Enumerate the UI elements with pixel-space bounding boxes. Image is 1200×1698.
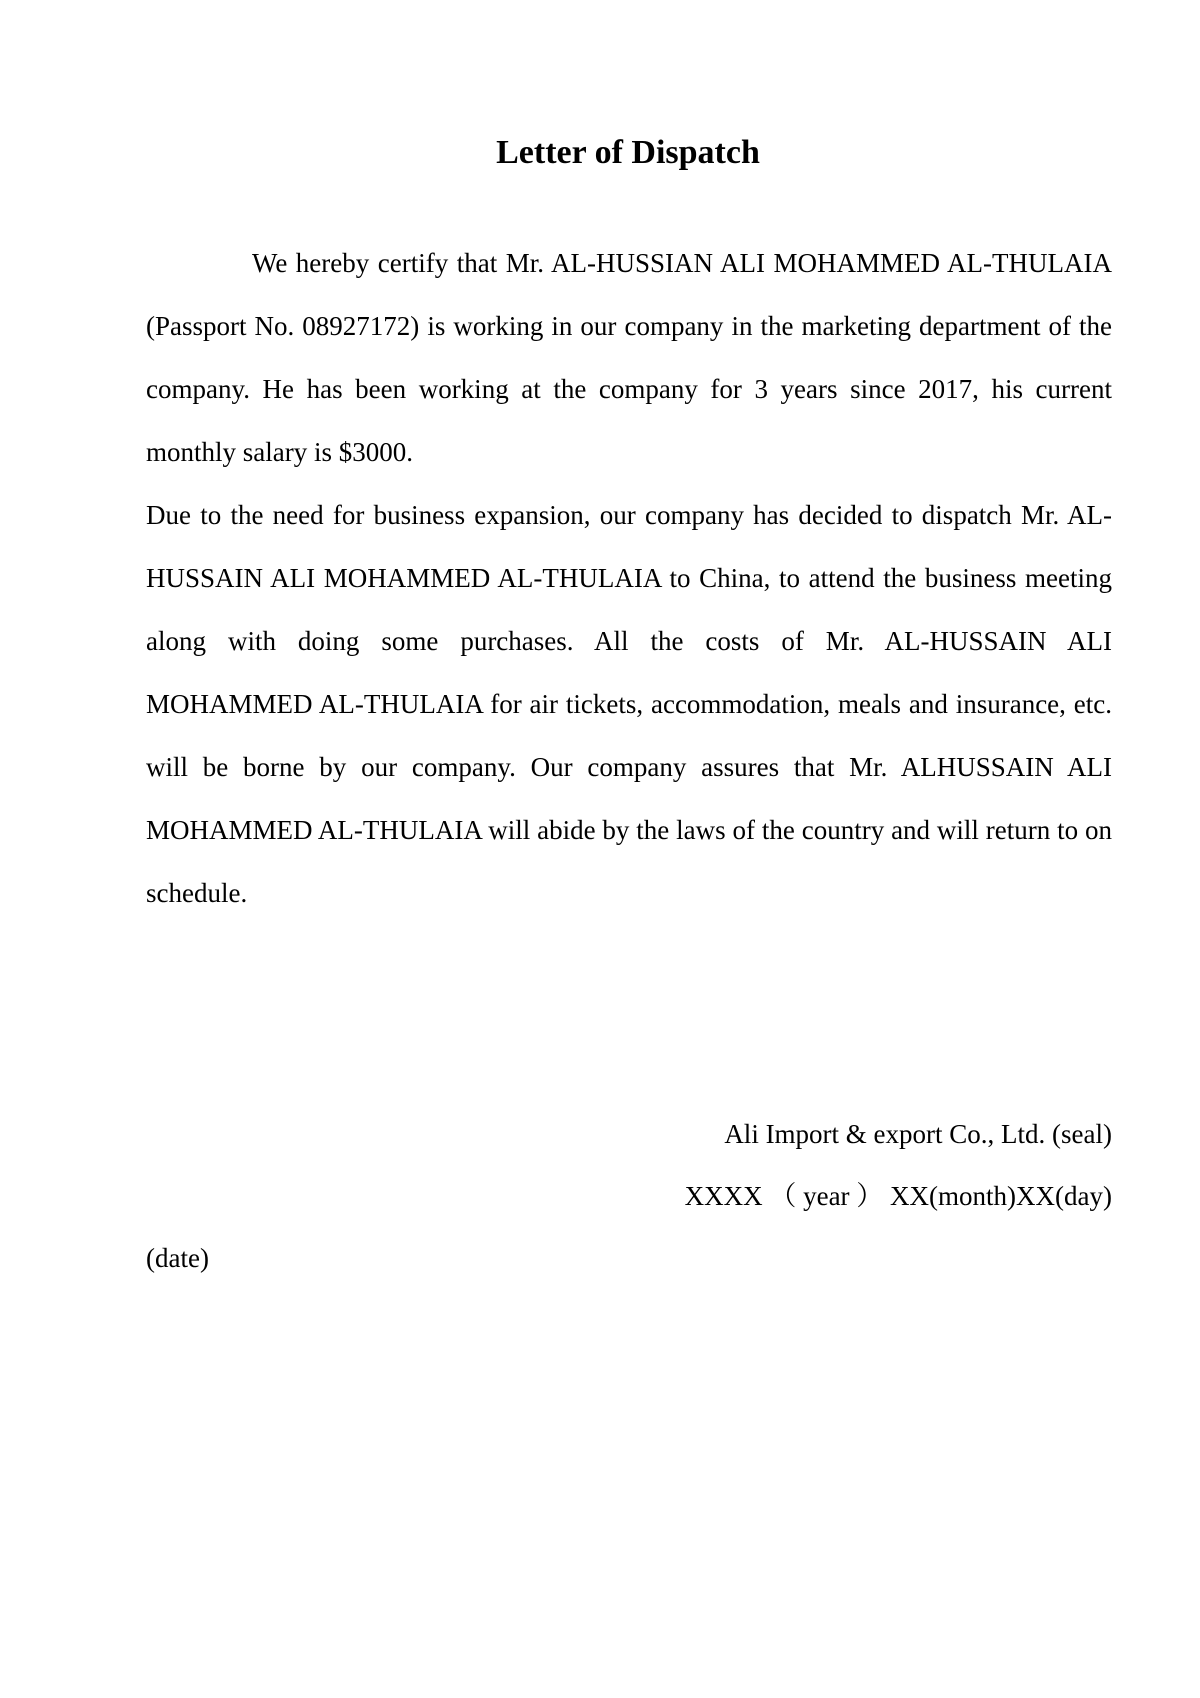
letter-title: Letter of Dispatch	[496, 134, 760, 171]
letter-body	[146, 232, 1112, 925]
paragraph-dispatch: Due to the need for business expansion, our company has decided to dispatch Mr. AL-HUSSAIN ALI MOHAMMED AL-THULAIA to China, to attend the business meeting along with doing some purchases. All the costs of Mr. AL-HUSSAIN ALI MOHAMMED AL-THULAIA for air tickets, accommodation, meals and insurance, etc. will be borne by our company. Our company assures that Mr. ALHUSSAIN ALI MOHAMMED AL-THULAIA will abide by the laws of the country and will return to on schedule.	[146, 500, 1112, 908]
date-caption: (date)	[146, 1243, 209, 1273]
company-seal-line: Ali Import & export Co., Ltd. (seal)	[724, 1119, 1112, 1149]
date-line: XXXX （ year ） XX(month)XX(day)	[684, 1181, 1112, 1211]
paragraph-employment: We hereby certify that Mr. AL-HUSSIAN ALI MOHAMMED AL-THULAIA (Passport No. 08927172) is working in our company in the marketing department of the company. He has been working at the company for 3 years since 2017, his current monthly salary is $3000.	[146, 248, 1112, 467]
